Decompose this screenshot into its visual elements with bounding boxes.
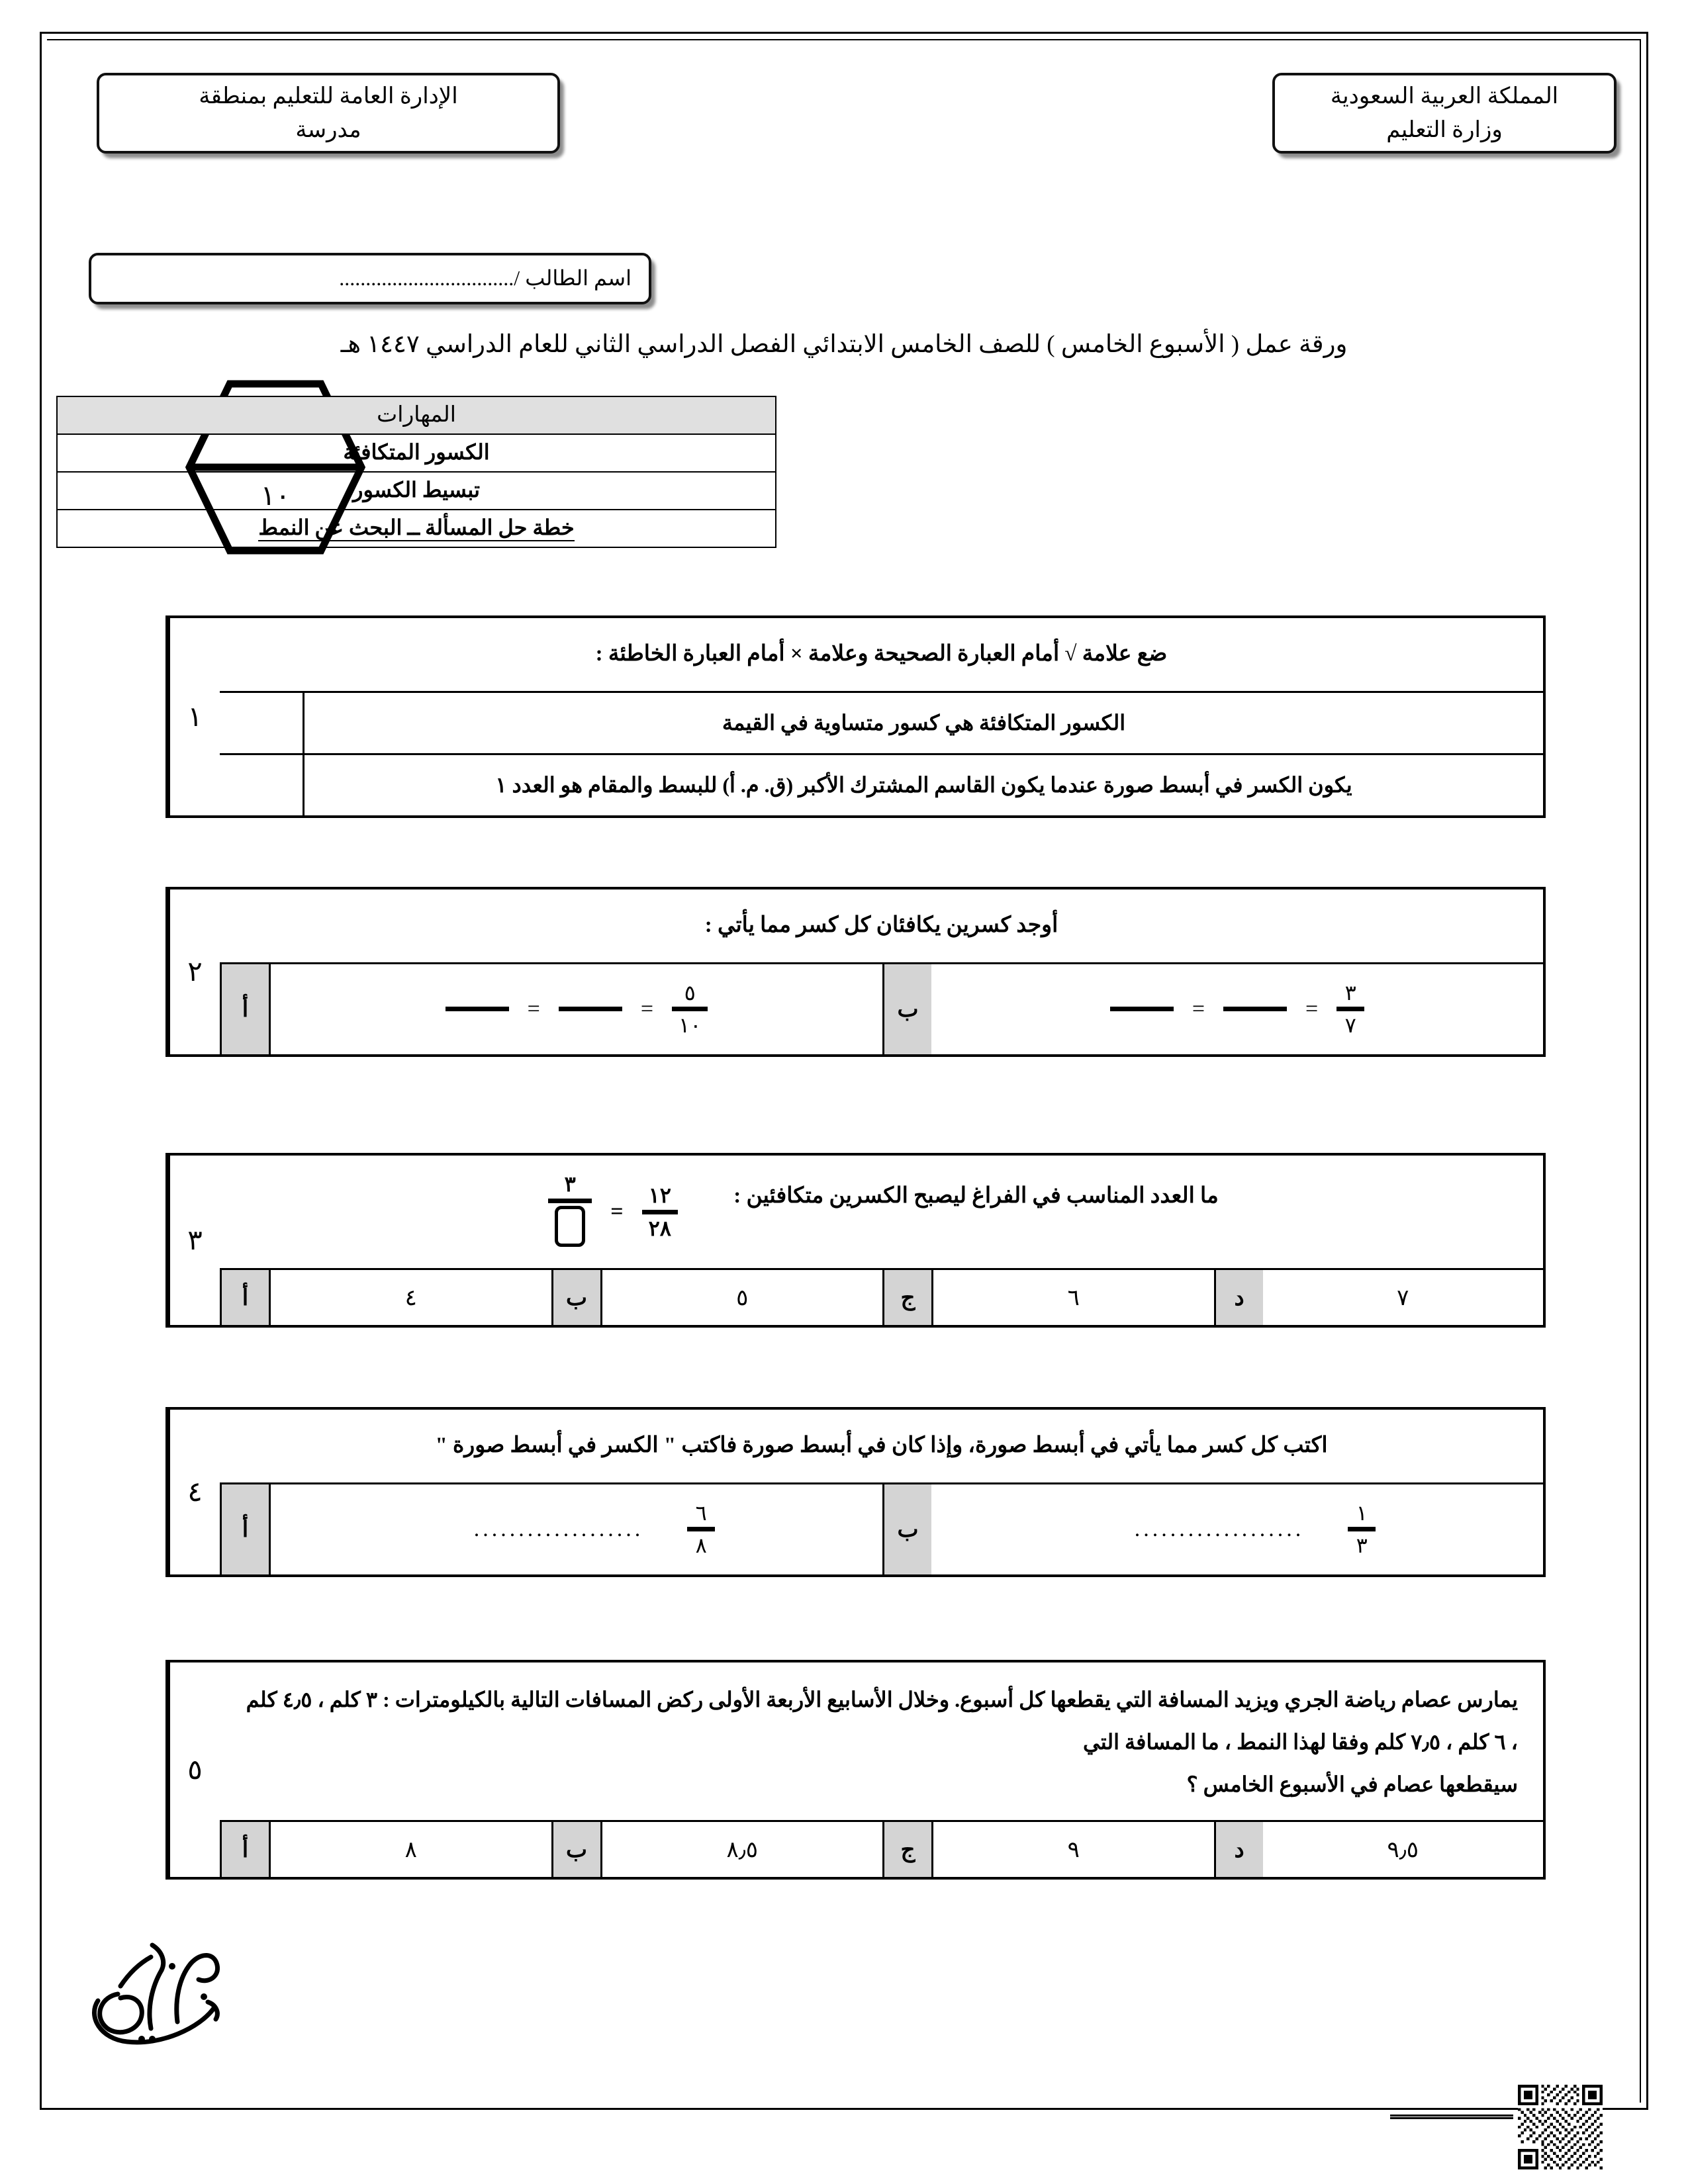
fraction-bar	[1336, 1007, 1364, 1011]
question-4-part-b-blank[interactable]: ...................	[1134, 1516, 1305, 1541]
question-3-fraction-left[interactable]	[548, 1173, 592, 1251]
question-3-options-row	[220, 1268, 1543, 1325]
question-5-option-c-value[interactable]: ٩	[931, 1822, 1214, 1877]
question-2-part-a-fraction	[672, 981, 708, 1037]
question-4-part-b-fraction	[1348, 1502, 1376, 1557]
question-5-option-c-letter: ج	[882, 1822, 931, 1877]
skills-table-header: المهارات	[57, 396, 776, 434]
question-2-part-a-blank-2[interactable]	[445, 981, 509, 1037]
student-name-box[interactable]	[89, 253, 651, 304]
kingdom-label: المملكة العربية السعودية	[1330, 84, 1559, 109]
question-2-part-a-answer[interactable]	[269, 964, 882, 1054]
fraction-bar	[1348, 1527, 1376, 1531]
question-1-statement-1: الكسور المتكافئة هي كسور متساوية في القيمة	[722, 711, 1126, 735]
question-2-part-b-blank-2[interactable]	[1110, 981, 1174, 1037]
fraction-numerator: ١	[1356, 1500, 1368, 1525]
question-block-1	[165, 615, 1546, 818]
skills-table	[56, 396, 776, 548]
question-5-prompt-line-2: المسافات التالية بالكيلومترات : ٣ كلم ، ٤٫٥ كلم ، ٦ كلم ، ٧٫٥ كلم وفقا لهذا النمط ، ما المسافة التي	[246, 1688, 1518, 1754]
education-admin-header-box	[97, 73, 560, 154]
question-2-part-b-letter: ب	[882, 964, 931, 1054]
table-row	[57, 434, 776, 472]
question-1-statement-row-1	[220, 691, 1543, 753]
student-name-label: اسم الطالب /	[514, 266, 632, 291]
fraction-denominator: ٨	[695, 1533, 707, 1558]
question-2-part-a-expression	[442, 981, 712, 1037]
grade-hexagon-value: ١٠	[260, 481, 291, 512]
fraction-numerator: ٥	[684, 980, 696, 1005]
question-2-part-b-blank-1[interactable]	[1223, 981, 1287, 1037]
skill-row-1: الكسور المتكافئة	[57, 434, 776, 472]
question-3-option-c-value[interactable]: ٦	[931, 1270, 1214, 1325]
footer-rule	[1390, 2115, 1513, 2119]
question-4-body	[220, 1410, 1543, 1574]
equals-sign: =	[1305, 996, 1319, 1021]
qr-code[interactable]	[1518, 2085, 1603, 2169]
fraction-bar	[548, 1199, 592, 1203]
fraction-numerator: ٣	[1344, 980, 1356, 1005]
question-4-number: ٤	[168, 1410, 220, 1574]
fraction-numerator-blank[interactable]	[581, 981, 600, 1005]
question-3-option-c-letter: ج	[882, 1270, 931, 1325]
question-2-row	[168, 889, 1543, 1054]
question-block-5	[165, 1660, 1546, 1880]
fraction-denominator: ١٠	[679, 1013, 702, 1038]
question-1-prompt: ضع علامة √ أمام العبارة الصحيحة وعلامة × أمام العبارة الخاطئة :	[595, 642, 1168, 666]
question-3-prompt: ما العدد المناسب في الفراغ ليصبح الكسرين متكافئين :	[733, 1184, 1219, 1208]
question-1-number: ١	[168, 618, 220, 815]
skill-row-3	[57, 510, 776, 547]
fraction-bar	[1110, 1007, 1174, 1011]
question-block-2	[165, 887, 1546, 1057]
page-title: ورقة عمل ( الأسبوع الخامس ) للصف الخامس الابتدائي الفصل الدراسي الثاني للعام الدراسي ١٤٤٧ هـ	[340, 331, 1348, 358]
question-2-part-b-answer[interactable]	[931, 964, 1543, 1054]
question-4-part-a-blank[interactable]: ...................	[473, 1516, 644, 1541]
question-1-statement-2: يكون الكسر في أبسط صورة عندما يكون القاسم المشترك الأكبر (ق. م. أ) للبسط والمقام هو العدد ١	[495, 773, 1352, 797]
question-3-option-d-value[interactable]: ٧	[1397, 1285, 1409, 1310]
question-3-option-b-letter: ب	[551, 1270, 600, 1325]
question-4-parts-row	[220, 1482, 1543, 1574]
question-3-row	[168, 1156, 1543, 1325]
question-5-option-d-letter: د	[1214, 1822, 1263, 1877]
fraction-numerator: ٦	[695, 1500, 707, 1525]
question-1-answer-cell-1[interactable]	[220, 693, 305, 753]
question-3-body	[220, 1156, 1543, 1325]
fraction-denominator-blank[interactable]	[1246, 1014, 1264, 1037]
question-3-fraction-right	[642, 1184, 678, 1240]
skill-row-2: تبسيط الكسور	[57, 472, 776, 510]
question-4-part-a-fraction	[687, 1502, 715, 1557]
question-2-parts-row	[220, 962, 1543, 1054]
question-1-body	[220, 618, 1543, 815]
question-3-number: ٣	[168, 1156, 220, 1325]
signature-logo	[78, 1923, 237, 2055]
question-5-number: ٥	[168, 1662, 220, 1877]
question-5-prompt-line-3: سيقطعها عصام في الأسبوع الخامس ؟	[1186, 1772, 1518, 1796]
fraction-numerator-blank[interactable]	[1246, 981, 1264, 1005]
fraction-denominator-blank[interactable]	[468, 1014, 487, 1037]
fraction-numerator-blank[interactable]	[1133, 981, 1151, 1005]
question-2-number: ٢	[168, 889, 220, 1054]
question-2-part-b-expression	[1106, 981, 1368, 1037]
fraction-denominator: ٧	[1344, 1013, 1356, 1038]
fraction-numerator: ١٢	[648, 1183, 671, 1207]
question-2-part-a-letter: أ	[220, 964, 269, 1054]
skills-table-header-row	[57, 396, 776, 434]
question-4-row	[168, 1410, 1543, 1574]
question-2-prompt: أوجد كسرين يكافئان كل كسر مما يأتي :	[704, 913, 1058, 937]
question-1-statement-row-2	[220, 753, 1543, 815]
fraction-denominator-blank[interactable]	[1133, 1014, 1151, 1037]
equals-sign: =	[527, 996, 540, 1021]
question-2-part-b-fraction	[1336, 981, 1364, 1037]
question-4-prompt: اكتب كل كسر مما يأتي في أبسط صورة، وإذا كان في أبسط صورة فاكتب " الكسر في أبسط صورة "	[435, 1433, 1328, 1457]
question-3-option-d-letter: د	[1214, 1270, 1263, 1325]
table-row	[57, 472, 776, 510]
equals-sign: =	[610, 1199, 624, 1224]
school-label: مدرسة	[295, 117, 361, 142]
question-5-option-d-value[interactable]: ٩٫٥	[1387, 1837, 1419, 1862]
question-3-option-b-value[interactable]: ٥	[600, 1270, 883, 1325]
question-block-4	[165, 1407, 1546, 1577]
fraction-bar	[642, 1210, 678, 1214]
question-4-part-a-letter: أ	[220, 1484, 269, 1574]
fraction-denominator-blank[interactable]	[581, 1014, 600, 1037]
question-5-row	[168, 1662, 1543, 1877]
answer-box[interactable]	[555, 1206, 585, 1247]
fraction-bar	[559, 1007, 622, 1011]
fraction-denominator: ٣	[1356, 1533, 1368, 1558]
question-5-option-b-letter: ب	[551, 1822, 600, 1877]
question-5-option-a-letter: أ	[220, 1822, 269, 1877]
question-5-prompt-line-1: يمارس عصام رياضة الجري ويزيد المسافة التي يقطعها كل أسبوع. وخلال الأسابيع الأربعة الأولى ركض	[657, 1688, 1518, 1711]
fraction-bar	[445, 1007, 509, 1011]
fraction-numerator-blank[interactable]	[468, 981, 487, 1005]
fraction-bar	[672, 1007, 708, 1011]
question-4-part-b-answer[interactable]	[931, 1484, 1543, 1574]
question-4-part-b-letter: ب	[882, 1484, 931, 1574]
question-5-option-b-value[interactable]: ٨٫٥	[600, 1822, 883, 1877]
student-name-blank[interactable]: .................................	[339, 266, 514, 291]
question-5-options-row	[220, 1820, 1543, 1877]
question-1-answer-cell-2[interactable]	[220, 755, 305, 815]
question-3-equation	[544, 1173, 682, 1251]
fraction-denominator-blank-box[interactable]	[548, 1206, 592, 1251]
question-3-prompt-wrap	[220, 1156, 1543, 1268]
ministry-header-box	[1272, 73, 1617, 154]
fraction-denominator: ٢٨	[648, 1216, 671, 1240]
question-2-body	[220, 889, 1543, 1054]
question-1-row	[168, 618, 1543, 815]
ministry-label: وزارة التعليم	[1386, 117, 1503, 142]
question-5-prompt	[220, 1662, 1543, 1820]
skill-row-3-text: خطة حل المسألة ــ البحث عن النمط	[258, 516, 574, 541]
question-4-part-a-answer[interactable]	[269, 1484, 882, 1574]
question-5-body	[220, 1662, 1543, 1877]
question-block-3	[165, 1153, 1546, 1328]
admin-label: الإدارة العامة للتعليم بمنطقة	[199, 84, 458, 109]
fraction-numerator: ٣	[564, 1172, 576, 1196]
question-3-option-a-value[interactable]: ٤	[269, 1270, 551, 1325]
fraction-bar	[687, 1527, 715, 1531]
question-5-option-a-value[interactable]: ٨	[269, 1822, 551, 1877]
question-3-option-a-letter: أ	[220, 1270, 269, 1325]
equals-sign: =	[1192, 996, 1205, 1021]
table-row	[57, 510, 776, 547]
question-2-part-a-blank-1[interactable]	[559, 981, 622, 1037]
fraction-bar	[1223, 1007, 1287, 1011]
equals-sign: =	[640, 996, 653, 1021]
